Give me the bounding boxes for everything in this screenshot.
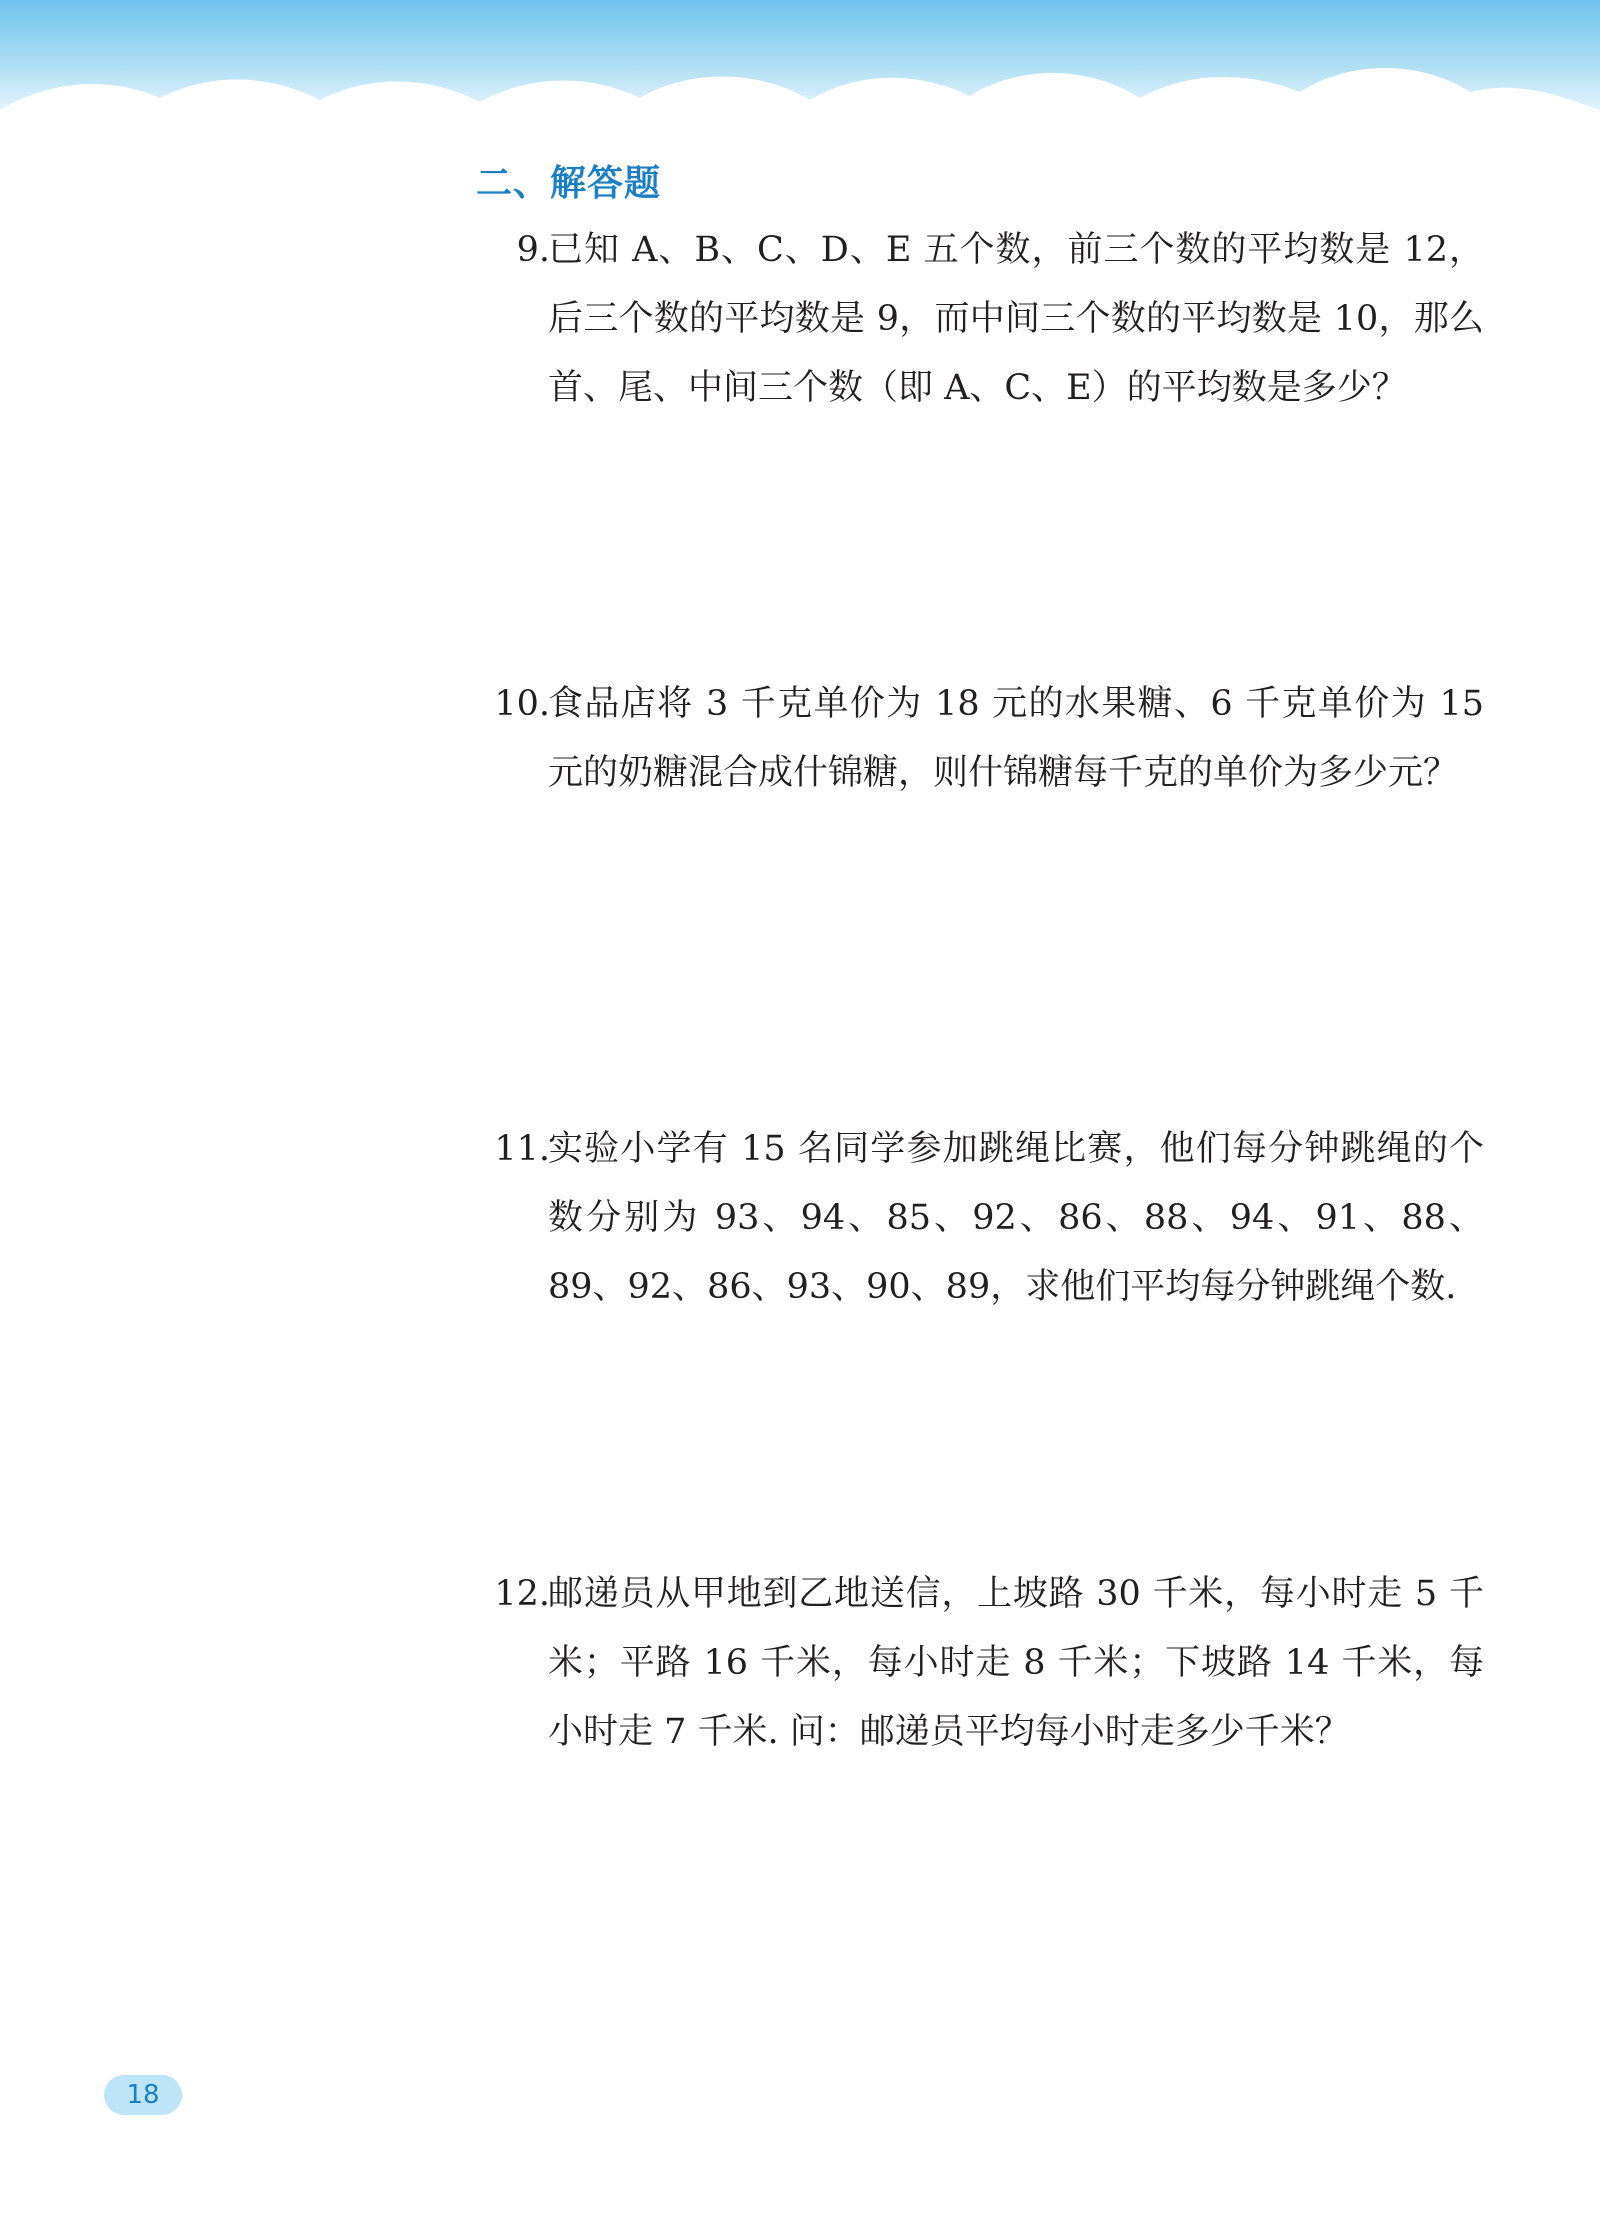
- sky-cloud-header: [0, 0, 1600, 150]
- section-title: 二、解答题: [476, 163, 662, 204]
- question-text: 邮递员从甲地到乙地送信，上坡路 30 千米，每小时走 5 千米；平路 16 千米，每小时走 8 千米；下坡路 14 千米，每小时走 7 千米. 问：邮递员平均每小时走多少千米？: [548, 1574, 1484, 1752]
- page-number-badge: 18: [104, 2075, 182, 2115]
- question-text: 食品店将 3 千克单价为 18 元的水果糖、6 千克单价为 15 元的奶糖混合成什锦糖，则什锦糖每千克的单价为多少元？: [548, 684, 1484, 793]
- question-text: 实验小学有 15 名同学参加跳绳比赛，他们每分钟跳绳的个数分别为 93、94、85、92、86、88、94、91、88、89、92、86、93、90、89，求他们平均每分钟跳绳个数.: [548, 1129, 1484, 1307]
- question-number: 10.: [494, 684, 550, 724]
- question-text: 已知 A、B、C、D、E 五个数，前三个数的平均数是 12，后三个数的平均数是 9，而中间三个数的平均数是 10，那么首、尾、中间三个数（即 A、C、E）的平均数是多少？: [548, 230, 1484, 408]
- question-9: [470, 216, 1484, 423]
- question-number: 9.: [516, 230, 550, 270]
- question-number: 11.: [494, 1129, 550, 1169]
- question-12: [470, 1560, 1484, 1767]
- question-10: [470, 670, 1484, 808]
- question-11: [470, 1115, 1484, 1322]
- question-number: 12.: [494, 1574, 550, 1614]
